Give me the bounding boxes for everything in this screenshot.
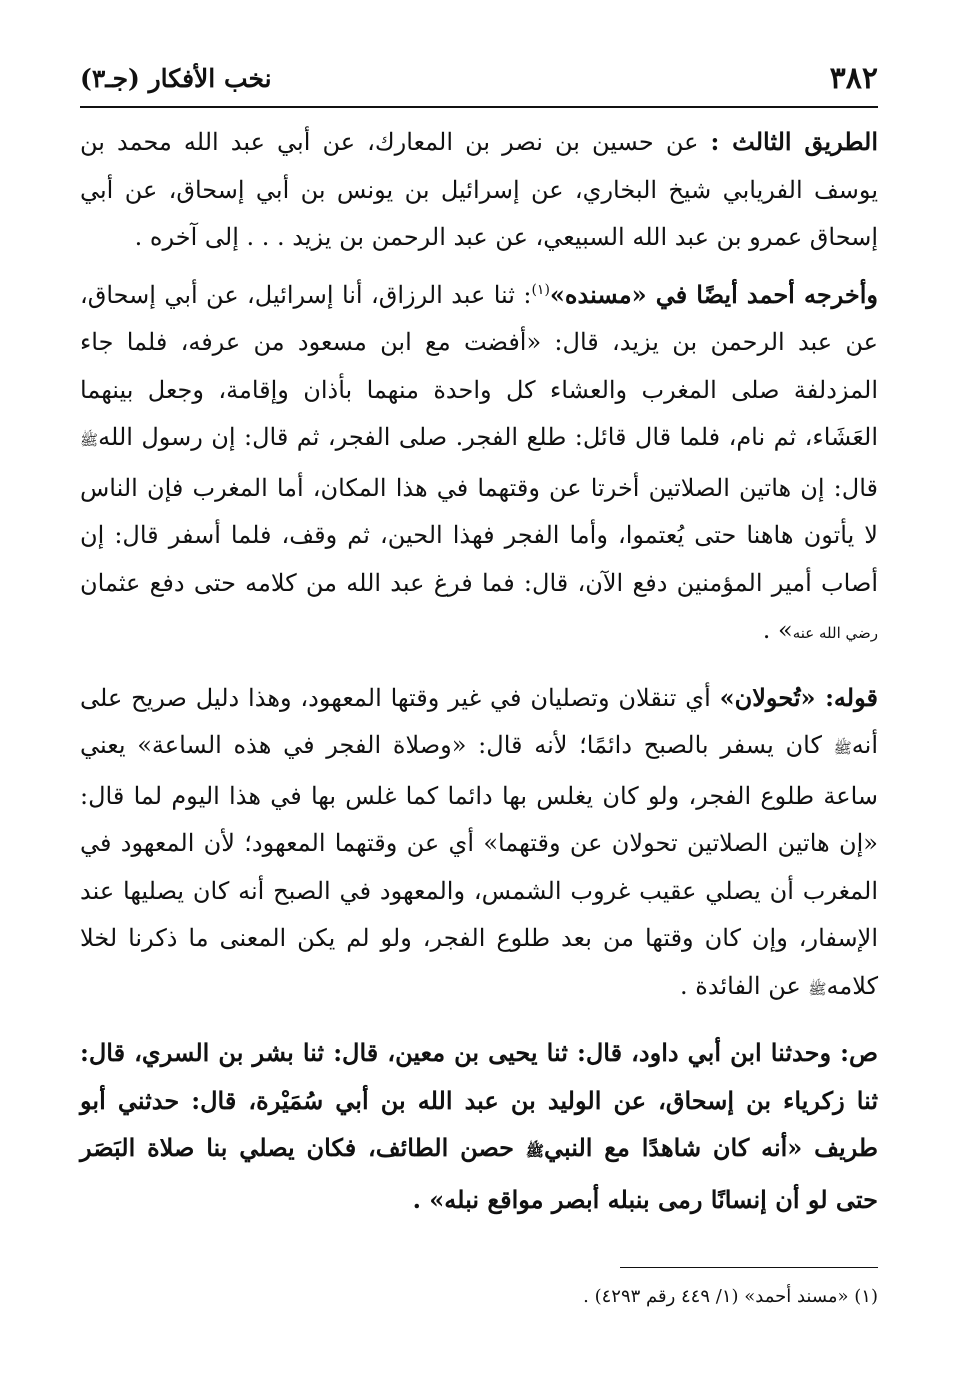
paragraph-text: وحدثنا ابن أبي داود، قال: ثنا يحيى بن معين، قال: ثنا بشر بن السري، قال: ثنا زكرياء بن إسحاق، عن الوليد بن عبد الله بن أبي سُمَيْرة، قال: حدثني أبو طريف «أنه كان شاهدًا مع النبي [80,1038,879,1162]
paragraph-third-route [80,118,878,262]
paragraph-text-continued: قال: إن هاتين الصلاتين أخرتا عن وقتهما في هذا المكان، أما المغرب فإن الناس لا يأتون هاهنا حتى يُعتموا، وأما الفجر فهذا الحين، ثم وقف، فلما أسفر قال: إن أصاب أمير المؤمنين دفع الآن، قال: فما فرغ عبد الله من كلامه حتى دفع عثمان [80,473,878,597]
paragraph-lead: الطريق الثالث : [710,127,878,156]
footnote-reference[interactable]: (١) [531,281,550,298]
running-title: نخب الأفكار (جـ٣) [80,63,272,93]
paragraph-text: أي تنقلان وتصليان في غير وقتها المعهود، وهذا دليل صريح على أنه [80,683,878,759]
paragraph-commentary [80,674,878,1014]
footnote-divider [620,1267,878,1268]
paragraph-text-continued: حصن الطائف، فكان يصلي بنا صلاة البَصَر حتى لو أن إنسانًا رمى بنبله أبصر مواقع نبله» . [80,1133,878,1214]
header-divider [80,106,878,108]
paragraph-lead: قوله: «تُحولان» [719,682,878,712]
honorific-glyph: ﷺ [833,739,852,757]
paragraph-lead: ص: [840,1038,879,1067]
paragraph-ahmad-musnad [80,271,878,658]
honorific-glyph: رضي الله عنه [792,624,878,642]
paragraph-text: : ثنا عبد الرزاق، أنا إسرائيل، عن أبي إسحاق، عن عبد الرحمن بن يزيد، قال: «أفضت مع ابن مسعود من عرفه، فلما جاء المزدلفة صلى المغرب والعشاء كل واحدة منهما بأذان وإقامة، وجعل بينهما العَشَاء، ثم نام، فلما قال قائل: طلع الفجر. صلى الفجر، ثم قال: إن رسول الله [80,280,878,451]
honorific-glyph: ﷺ [525,1142,544,1160]
paragraph-text-end: » . [762,616,793,644]
footnote: (١) «مسند أحمد» (١/ ٤٤٩ رقم ٤٢٩٣) . [583,1286,878,1307]
paragraph-text-end: عن الفائدة . [680,971,809,1000]
honorific-glyph: ﷺ [808,979,827,998]
paragraph-text: عن حسين بن نصر بن المعارك، عن أبي عبد الله محمد بن يوسف الفريابي شيخ البخاري، عن إسرائيل بن يونس بن أبي إسحاق، عن أبي إسحاق عمرو بن عبد الله السبيعي، عن عبد الرحمن بن يزيد . . . إلى آخره . [80,128,878,251]
paragraph-lead: وأخرجه أحمد أيضًا في «مسنده» [549,279,878,309]
page-header [80,58,878,98]
honorific-glyph: ﷺ [80,431,99,449]
page-body [80,118,878,1223]
page-number: ٣٨٢ [829,60,878,96]
paragraph-text-continued: كان يسفر بالصبح دائمًا؛ لأنه قال: «وصلاة الفجر في هذه الساعة» يعني ساعة طلوع الفجر، ولو كان يغلس بها دائما كما غلس بها في هذا اليوم لما قال: «إن هاتين الصلاتين تحولان عن وقتهما» أي عن وقتهما المعهود؛ لأن المعهود في المغرب أن يصلي عقيب غروب الشمس، والمعهود في الصبح أنه كان يصليها عند الإسفار، وإن كان وقتها من بعد طلوع الفجر، ولو لم يكن المعنى ما ذكرنا لخلا كلامه [80,731,878,1000]
paragraph-hadith-text [80,1029,878,1223]
